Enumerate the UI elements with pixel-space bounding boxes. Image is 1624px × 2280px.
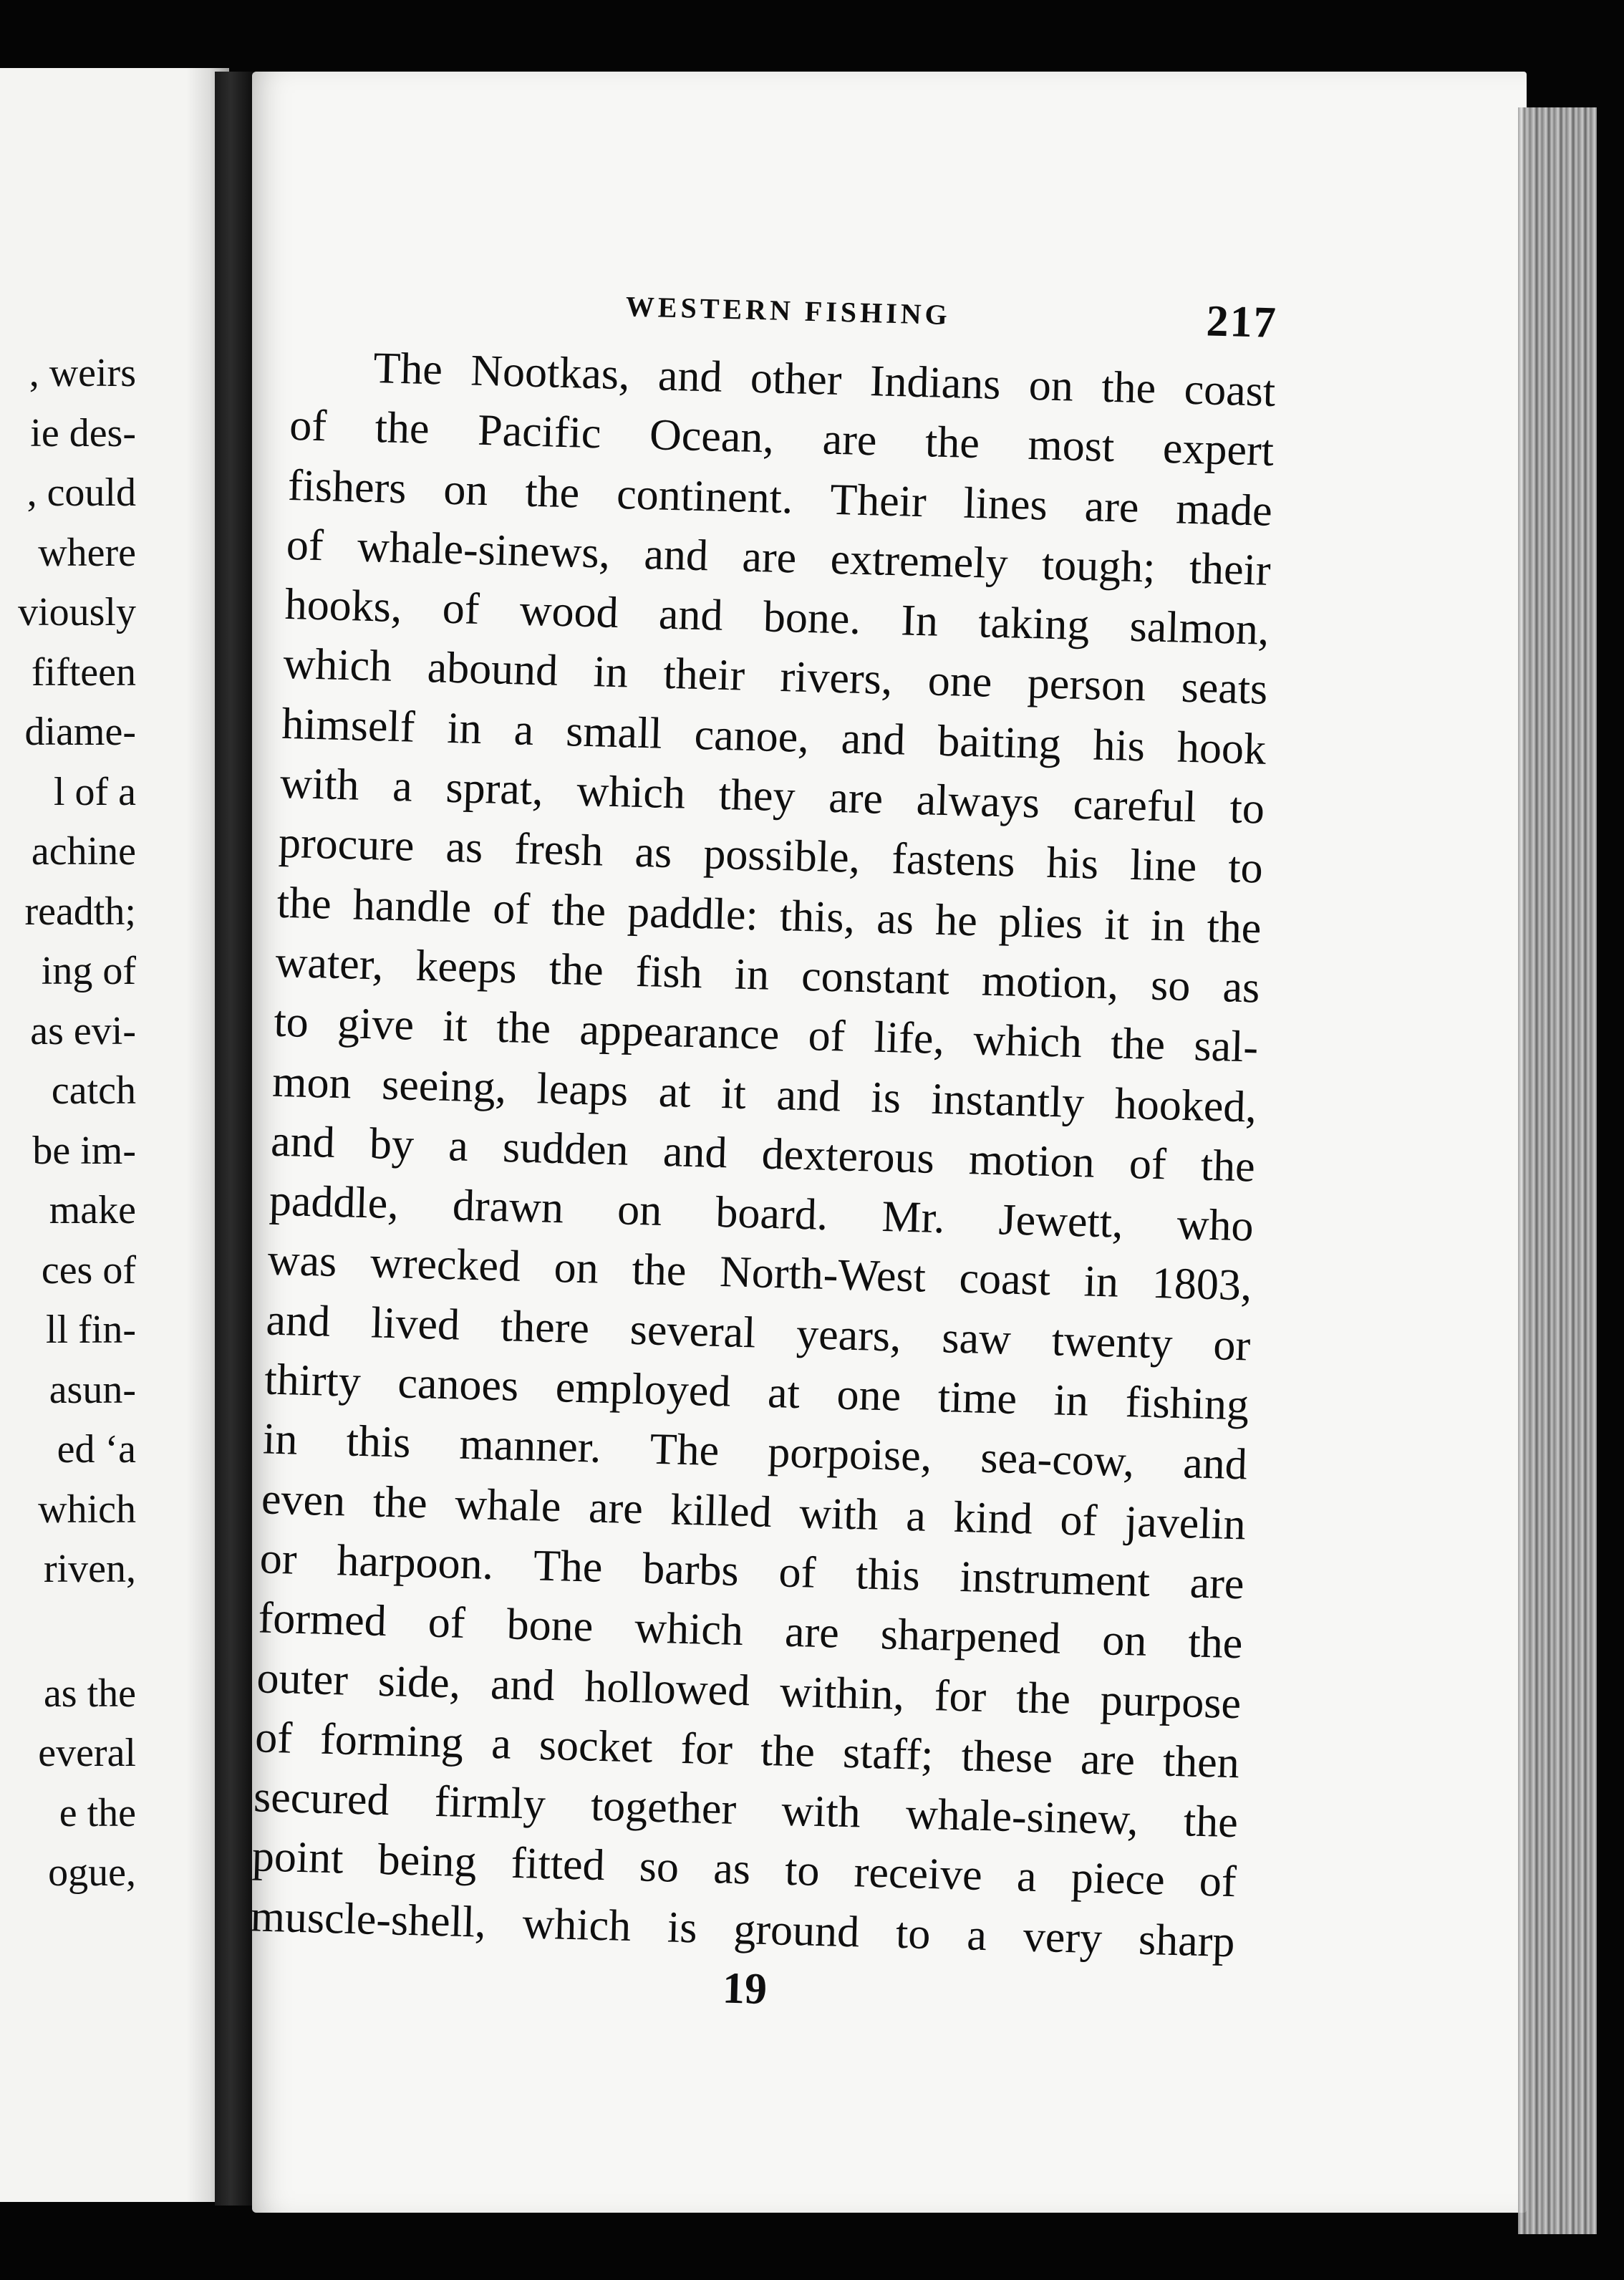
text-line: or harpoon. The barbs of this instrument are — [259, 1534, 1245, 1609]
previous-page-line — [18, 1600, 136, 1664]
previous-page-line: , could — [26, 470, 136, 515]
previous-page-line: be im- — [32, 1128, 136, 1173]
previous-page-line: ces of — [41, 1247, 136, 1293]
text-line: paddle, drawn on board. Mr. Jewett, who — [269, 1176, 1255, 1251]
previous-page-line: riven, — [43, 1547, 136, 1591]
previous-page-line: ogue, — [48, 1850, 136, 1895]
previous-page-line: make — [49, 1188, 136, 1232]
text-line: which abound in their rivers, one person seats — [282, 639, 1269, 715]
text-line: point being fitted so as to receive a piece of — [251, 1832, 1237, 1907]
previous-page-line: diame- — [24, 710, 136, 754]
previous-page-line: , weirs — [29, 351, 136, 395]
signature-mark: 19 — [722, 1963, 768, 2014]
text-line: himself in a small canoe, and baiting his hook — [281, 699, 1267, 774]
text-line: water, keeps the fish in constant motion, so as — [274, 937, 1261, 1013]
text-line: and lived there several years, saw twenty or — [265, 1295, 1252, 1371]
previous-page-line: viously — [18, 590, 136, 634]
previous-page-line: ed ‘a — [57, 1427, 136, 1472]
previous-page-line: ll fin- — [46, 1308, 136, 1352]
previous-page-line: where — [38, 530, 136, 575]
running-head-title: WESTERN FISHING — [625, 290, 952, 332]
text-line: fishers on the continent. Their lines are made — [287, 460, 1273, 536]
text-line: the handle of the paddle: this, as he plies it in the — [276, 878, 1262, 953]
previous-page-line: readth; — [24, 889, 136, 934]
text-line: even the whale are killed with a kind of javelin — [261, 1474, 1247, 1550]
text-line: hooks, of wood and bone. In taking salmon, — [284, 580, 1270, 655]
text-line: of whale-sinews, and are extremely tough; their — [286, 520, 1272, 595]
text-line: formed of bone which are sharpened on the — [257, 1593, 1244, 1668]
previous-page-line: l of a — [53, 769, 136, 814]
body-text — [250, 337, 1276, 1972]
page-edges — [1518, 107, 1597, 2234]
previous-page-line: as the — [43, 1671, 136, 1716]
text-line: outer side, and hollowed within, for the purpose — [256, 1653, 1242, 1728]
text-line: was wrecked on the North-West coast in 1803, — [266, 1235, 1253, 1310]
text-line: in this manner. The porpoise, sea-cow, and — [262, 1414, 1248, 1489]
previous-page-line: as evi- — [30, 1008, 136, 1053]
text-line: thirty canoes employed at one time in fishing — [264, 1355, 1250, 1430]
page-number: 217 — [1205, 296, 1278, 347]
text-line: with a sprat, which they are always careful to — [279, 758, 1265, 834]
previous-page-line: which — [38, 1487, 136, 1532]
text-line: secured firmly together with whale-sinew, the — [253, 1772, 1239, 1847]
previous-page-line: everal — [38, 1731, 136, 1775]
text-line: of forming a socket for the staff; these are then — [254, 1713, 1240, 1788]
text-line: and by a sudden and dexterous motion of the — [270, 1116, 1256, 1192]
previous-page-text — [18, 344, 136, 1903]
text-line: of the Pacific Ocean, are the most expert — [289, 401, 1275, 476]
previous-page-line: asun- — [49, 1367, 136, 1412]
text-line: procure as fresh as possible, fastens his line to — [278, 818, 1264, 894]
previous-page-line: catch — [51, 1068, 136, 1113]
text-line: to give it the appearance of life, which the sal- — [273, 997, 1259, 1072]
previous-page-line: ing of — [41, 949, 136, 993]
previous-page-line: ie des- — [30, 410, 136, 455]
book-spine — [215, 72, 254, 2206]
page-text-block — [248, 272, 1278, 2027]
previous-page-line: fifteen — [31, 649, 136, 695]
previous-page-line: achine — [31, 829, 136, 874]
previous-page-line: e the — [59, 1790, 136, 1835]
text-line: mon seeing, leaps at it and is instantly hooked, — [271, 1057, 1257, 1132]
text-line: muscle-shell, which is ground to a very sharp — [249, 1891, 1236, 1966]
text-line: The Nootkas, and other Indians on the coast — [372, 343, 1276, 416]
previous-page — [0, 68, 229, 2202]
